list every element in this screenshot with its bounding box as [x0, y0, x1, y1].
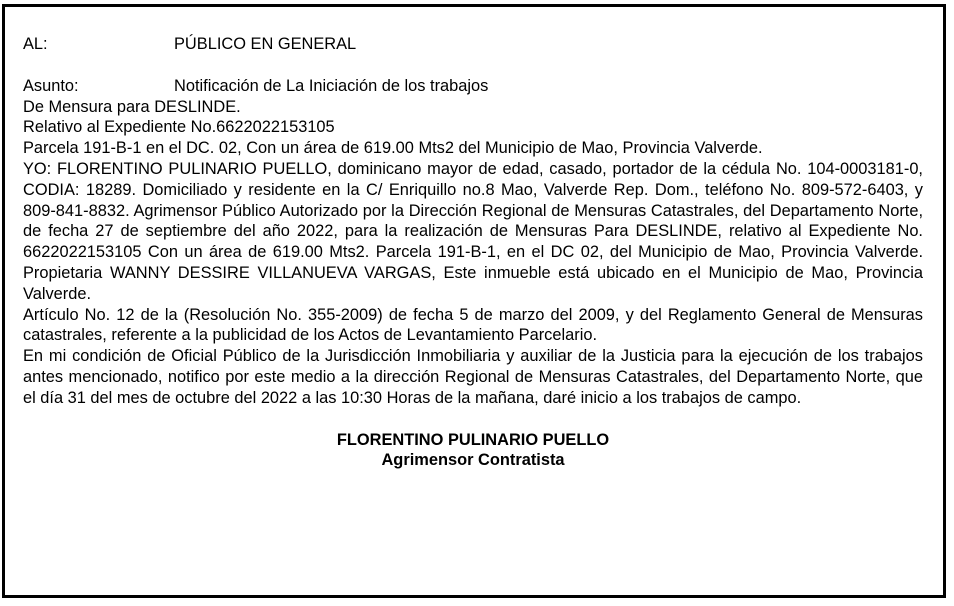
legal-reference-paragraph: Artículo No. 12 de la (Resolución No. 355-2009) de fecha 5 de marzo del 2009, y del Reglamento General de Mensuras catastrales, referente a la publicidad de los Actos de Levantamiento Parcelario.	[23, 305, 923, 345]
addressee-value: PÚBLICO EN GENERAL	[174, 35, 357, 53]
subject-line-4: Parcela 191-B-1 en el DC. 02, Con un área de 619.00 Mts2 del Municipio de Mao, Provincia Valverde.	[23, 139, 763, 158]
signature-name: FLORENTINO PULINARIO PUELLO	[336, 430, 610, 449]
subject-line-2: De Mensura para DESLINDE.	[23, 97, 241, 116]
addressee-label: AL:	[23, 35, 48, 53]
declaration-paragraph: YO: FLORENTINO PULINARIO PUELLO, dominicano mayor de edad, casado, portador de la cédula No. 104-0003181-0, CODIA: 18289. Domiciliado y residente en la C/ Enriquillo no.8 Mao, Valverde Rep. Dom., teléfono No. 809-572-6403, y 809-841-8832. Agrimensor Público Autorizado por la Dirección Regional de Mensuras Catastrales, del Departamento Norte, de fecha 27 de septiembre del año 2022, para la realización de Mensuras Para DESLINDE, relativo al Expediente No. 6622022153105 Con un área de 619.00 Mts2. Parcela 191-B-1, en el DC 02, del Municipio de Mao, Provincia Valverde. Propietaria WANNY DESSIRE VILLANUEVA VARGAS, Este inmueble está ubicado en el Municipio de Mao, Provincia Valverde.	[23, 159, 923, 303]
subject-line-3: Relativo al Expediente No.6622022153105	[23, 118, 335, 137]
public-notice	[2, 4, 946, 598]
signature-title: Agrimensor Contratista	[381, 451, 565, 470]
subject-row	[23, 76, 923, 97]
subject-block	[23, 76, 923, 159]
signature-block	[23, 430, 923, 472]
notification-paragraph: En mi condición de Oficial Público de la Jurisdicción Inmobiliaria y auxiliar de la Justicia para la ejecución de los trabajos antes mencionado, notifico por este medio a la dirección Regional de Mensuras Catastrales, del Departamento Norte, que el día 31 del mes de octubre del 2022 a las 10:30 Horas de la mañana, daré inicio a los trabajos de campo.	[23, 347, 923, 407]
addressee-row	[23, 34, 923, 55]
subject-label: Asunto:	[23, 76, 79, 95]
subject-line-1: Notificación de La Iniciación de los trabajos	[174, 76, 489, 95]
